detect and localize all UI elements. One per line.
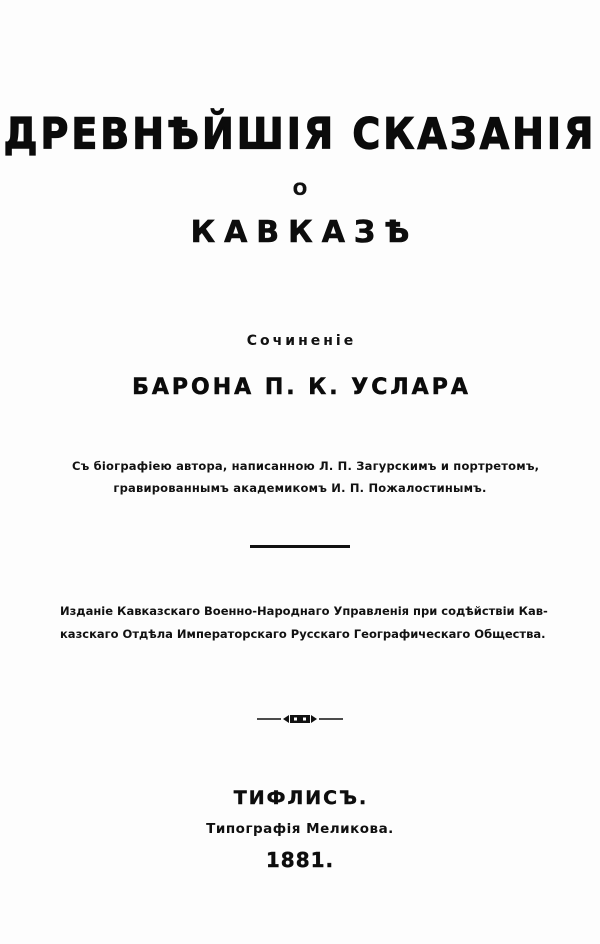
note-line-1: Съ біографіею автора, написанною Л. П. Загурскимъ и портретомъ, <box>72 459 540 473</box>
byline-label: Сочиненіе <box>246 333 357 349</box>
divider-rule <box>250 545 350 548</box>
typographic-ornament-icon <box>0 712 600 730</box>
imprint-city: ТИФЛИСЪ. <box>233 787 369 809</box>
author-name: БАРОНА П. К. УСЛАРА <box>132 375 471 400</box>
note-block <box>72 455 540 499</box>
imprint-printer: Типографія Меликова. <box>206 821 394 837</box>
title-connector: О <box>292 180 308 200</box>
title-subject: КАВКАЗѢ <box>190 215 419 250</box>
publisher-line-1: Изданіе Кавказскаго Военно-Народнаго Управленія при содѣйствіи Кав- <box>60 604 548 618</box>
imprint-year: 1881. <box>265 848 335 872</box>
publisher-block <box>60 600 548 646</box>
publisher-line-2: казскаго Отдѣла Императорскаго Русскаго Географическаго Общества. <box>60 627 546 641</box>
note-line-2: гравированнымъ академикомъ И. П. Пожалостинымъ. <box>113 481 487 495</box>
page-title: ДРЕВНѢЙШІЯ СКАЗАНІЯ <box>3 109 597 159</box>
